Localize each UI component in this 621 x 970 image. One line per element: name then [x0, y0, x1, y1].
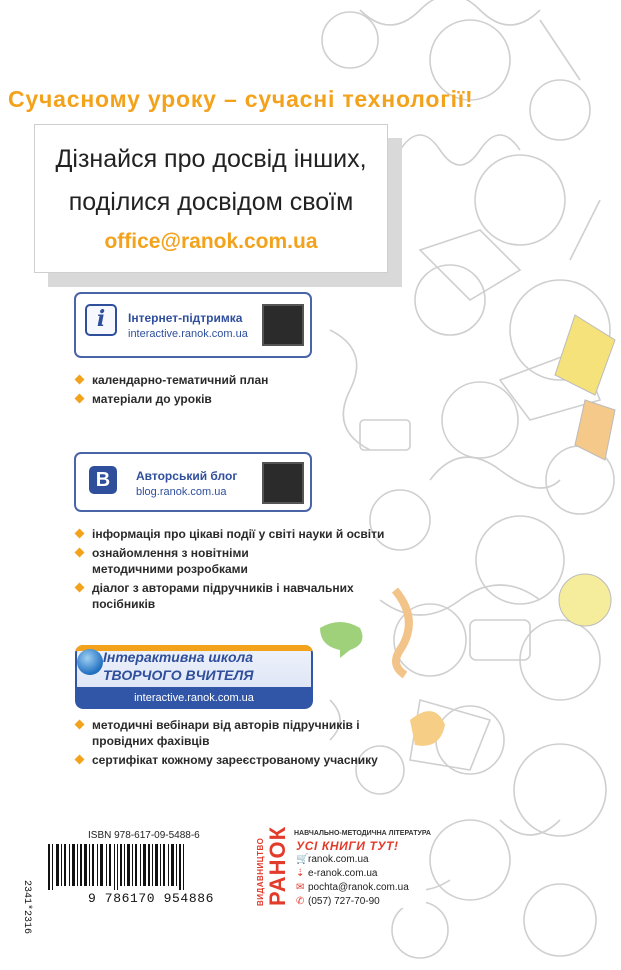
school-bullets	[76, 717, 416, 771]
school-title-2: ТВОРЧОГО ВЧИТЕЛЯ	[103, 667, 254, 683]
publisher-slogan: УСІ КНИГИ ТУТ!	[296, 839, 399, 853]
share-line-2: поділися досвідом своїм	[68, 188, 354, 216]
publisher-small: ВИДАВНИЦТВО	[256, 837, 265, 906]
publisher-shop-row[interactable]: ⇣ e-ranok.com.ua	[296, 868, 378, 879]
share-line-1: Дізнайся про досвід інших,	[55, 145, 367, 173]
school-title-1: Інтерактивна школа	[103, 649, 254, 665]
list-item: інформація про цікаві події у світі науки й освіти	[76, 526, 416, 542]
download-icon: ⇣	[296, 868, 305, 879]
list-item: методичні вебінари від авторів підручників і провідних фахівців	[76, 717, 376, 749]
globe-icon	[77, 649, 103, 675]
qr-code	[262, 304, 304, 346]
school-url[interactable]: interactive.ranok.com.ua	[75, 687, 313, 709]
share-experience-box	[34, 124, 388, 273]
list-item: матеріали до уроків	[76, 391, 416, 407]
barcode-image	[48, 844, 198, 890]
publisher-tagline: НАВЧАЛЬНО-МЕТОДИЧНА ЛІТЕРАТУРА	[294, 830, 431, 837]
cart-icon: 🛒	[296, 854, 309, 865]
list-item: ознайомлення з новітніми методичними розробками	[76, 545, 316, 577]
blog-url[interactable]: blog.ranok.com.ua	[136, 486, 227, 498]
support-title: Інтернет-підтримка	[128, 311, 243, 325]
list-item: діалог з авторами підручників і навчальних посібників	[76, 580, 396, 612]
barcode-digits: 9 786170 954886	[88, 891, 215, 906]
mail-icon: ✉	[296, 882, 305, 893]
blog-title: Авторський блог	[136, 469, 238, 483]
blog-bullets	[76, 526, 416, 615]
bullet-diamond-icon	[75, 529, 85, 539]
support-url[interactable]: interactive.ranok.com.ua	[128, 328, 248, 340]
headline: Сучасному уроку – сучасні технології!	[8, 86, 474, 112]
bullet-diamond-icon	[75, 755, 85, 765]
publisher-logo	[256, 826, 291, 906]
publisher-phone-row[interactable]: ✆ (057) 727-70-90	[296, 896, 380, 907]
bullet-diamond-icon	[75, 720, 85, 730]
publisher-block	[256, 825, 431, 908]
interactive-school-logo[interactable]	[75, 645, 313, 709]
list-item: календарно-тематичний план	[76, 372, 416, 388]
isbn-text: ISBN 978-617-09-5488-6	[88, 830, 200, 841]
list-item: сертифікат кожному зареєстрованому учаснику	[76, 752, 416, 768]
barcode-block	[21, 830, 215, 935]
qr-code	[262, 462, 304, 504]
phone-icon: ✆	[296, 896, 305, 907]
info-icon: i	[85, 304, 117, 336]
author-blog-card[interactable]	[74, 452, 312, 512]
bullet-diamond-icon	[75, 394, 85, 404]
publisher-mail-row[interactable]: ✉ pochta@ranok.com.ua	[296, 882, 409, 893]
publisher-brand: РАНОК	[265, 825, 290, 906]
bullet-diamond-icon	[75, 375, 85, 385]
barcode-side-code: 2341*2316	[21, 880, 32, 935]
bullet-diamond-icon	[75, 548, 85, 558]
bullet-diamond-icon	[75, 583, 85, 593]
blog-icon: B	[89, 466, 117, 494]
internet-support-card[interactable]	[74, 292, 312, 358]
publisher-site-row[interactable]: 🛒ranok.com.ua	[296, 854, 369, 865]
contact-email[interactable]: office@ranok.com.ua	[104, 230, 318, 253]
support-bullets	[76, 372, 416, 410]
